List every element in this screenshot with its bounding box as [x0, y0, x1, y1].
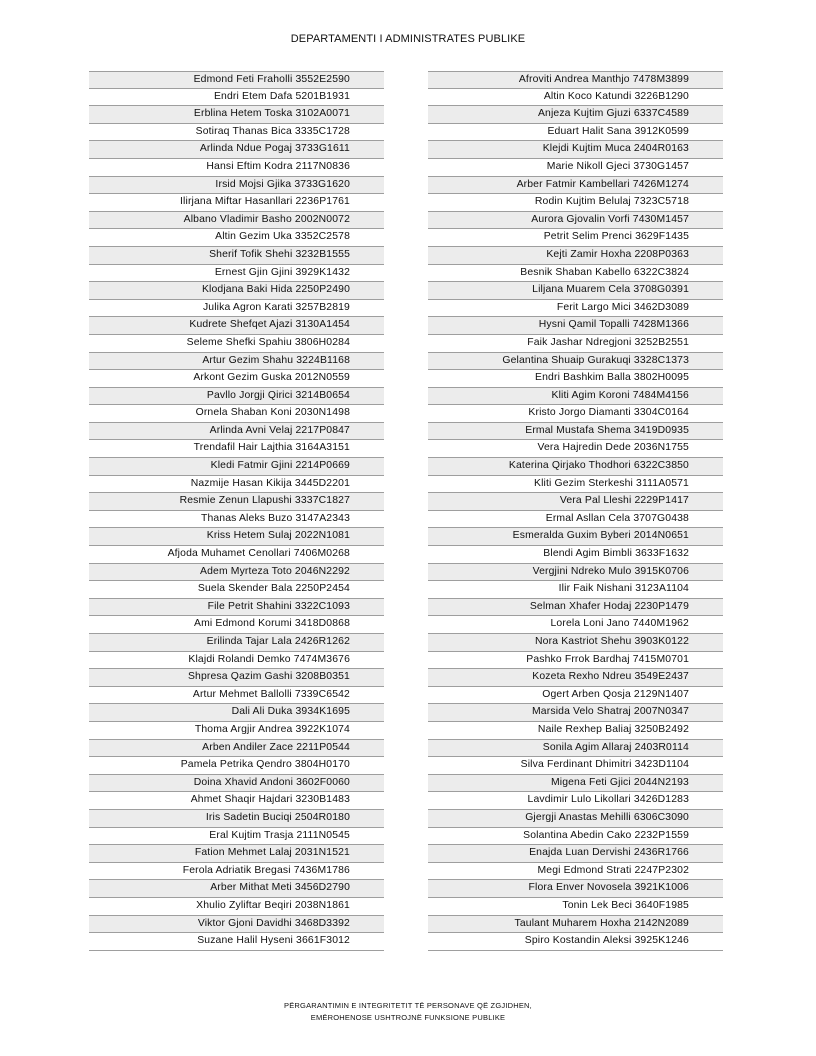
list-item: Kozeta Rexho Ndreu 3549E2437 [428, 669, 723, 687]
list-item: Viktor Gjoni Davidhi 3468D3392 [89, 916, 384, 934]
list-item: Nazmije Hasan Kikija 3445D2201 [89, 476, 384, 494]
list-item: Artur Gezim Shahu 3224B1168 [89, 353, 384, 371]
list-item: Arkont Gezim Guska 2012N0559 [89, 370, 384, 388]
list-item: Pashko Frrok Bardhaj 7415M0701 [428, 652, 723, 670]
list-item: Kliti Gezim Sterkeshi 3111A0571 [428, 476, 723, 494]
list-item: Gelantina Shuaip Gurakuqi 3328C1373 [428, 353, 723, 371]
list-item: Arben Andiler Zace 2211P0544 [89, 740, 384, 758]
list-item: Esmeralda Guxim Byberi 2014N0651 [428, 528, 723, 546]
list-item: Endri Bashkim Balla 3802H0095 [428, 370, 723, 388]
list-item: Vergjini Ndreko Mulo 3915K0706 [428, 564, 723, 582]
list-item: Shpresa Qazim Gashi 3208B0351 [89, 669, 384, 687]
list-item: Ferit Largo Mici 3462D3089 [428, 300, 723, 318]
list-item: Tonin Lek Beci 3640F1985 [428, 898, 723, 916]
list-item: Sotiraq Thanas Bica 3335C1728 [89, 124, 384, 142]
list-item: Adem Myrteza Toto 2046N2292 [89, 564, 384, 582]
list-item: Erblina Hetem Toska 3102A0071 [89, 106, 384, 124]
list-item: Migena Feti Gjici 2044N2193 [428, 775, 723, 793]
list-item: Gjergji Anastas Mehilli 6306C3090 [428, 810, 723, 828]
list-item: Spiro Kostandin Aleksi 3925K1246 [428, 933, 723, 951]
list-item: Irsid Mojsi Gjika 3733G1620 [89, 177, 384, 195]
list-item: Kejti Zamir Hoxha 2208P0363 [428, 247, 723, 265]
list-item: Arlinda Avni Velaj 2217P0847 [89, 423, 384, 441]
list-item: Taulant Muharem Hoxha 2142N2089 [428, 916, 723, 934]
list-item: Afjoda Muhamet Cenollari 7406M0268 [89, 546, 384, 564]
list-item: Hysni Qamil Topalli 7428M1366 [428, 317, 723, 335]
list-item: Megi Edmond Strati 2247P2302 [428, 863, 723, 881]
list-item: Xhulio Zyliftar Beqiri 2038N1861 [89, 898, 384, 916]
list-item: Seleme Shefki Spahiu 3806H0284 [89, 335, 384, 353]
list-item: Kriss Hetem Sulaj 2022N1081 [89, 528, 384, 546]
list-item: Altin Koco Katundi 3226B1290 [428, 89, 723, 107]
list-item: Suzane Halil Hyseni 3661F3012 [89, 933, 384, 951]
list-item: Ferola Adriatik Bregasi 7436M1786 [89, 863, 384, 881]
list-item: Faik Jashar Ndregjoni 3252B2551 [428, 335, 723, 353]
list-item: Blendi Agim Bimbli 3633F1632 [428, 546, 723, 564]
list-item: Lorela Loni Jano 7440M1962 [428, 616, 723, 634]
list-item: Marsida Velo Shatraj 2007N0347 [428, 704, 723, 722]
right-name-list [428, 71, 723, 951]
page-footer [0, 1000, 816, 1024]
list-item: Dali Ali Duka 3934K1695 [89, 704, 384, 722]
list-item: Kudrete Shefqet Ajazi 3130A1454 [89, 317, 384, 335]
list-item: Fation Mehmet Lalaj 2031N1521 [89, 845, 384, 863]
list-item: Julika Agron Karati 3257B2819 [89, 300, 384, 318]
list-item: Kristo Jorgo Diamanti 3304C0164 [428, 405, 723, 423]
footer-line-1: PËRGARANTIMIN E INTEGRITETIT TË PERSONAVE QË ZGJIDHEN, [284, 1001, 532, 1010]
list-item: Solantina Abedin Cako 2232P1559 [428, 828, 723, 846]
list-item: Klejdi Kujtim Muca 2404R0163 [428, 141, 723, 159]
list-item: Liljana Muarem Cela 3708G0391 [428, 282, 723, 300]
list-item: Ernest Gjin Gjini 3929K1432 [89, 265, 384, 283]
list-item: Edmond Feti Fraholli 3552E2590 [89, 71, 384, 89]
list-item: Eral Kujtim Trasja 2111N0545 [89, 828, 384, 846]
list-item: Altin Gezim Uka 3352C2578 [89, 229, 384, 247]
list-item: Sonila Agim Allaraj 2403R0114 [428, 740, 723, 758]
list-item: Silva Ferdinant Dhimitri 3423D1104 [428, 757, 723, 775]
list-item: Ahmet Shaqir Hajdari 3230B1483 [89, 792, 384, 810]
list-item: Ami Edmond Korumi 3418D0868 [89, 616, 384, 634]
list-item: Selman Xhafer Hodaj 2230P1479 [428, 599, 723, 617]
list-item: Ornela Shaban Koni 2030N1498 [89, 405, 384, 423]
footer-line-2: EMËROHENOSE USHTROJNË FUNKSIONE PUBLIKE [310, 1013, 506, 1022]
list-item: Suela Skender Bala 2250P2454 [89, 581, 384, 599]
list-item: Klajdi Rolandi Demko 7474M3676 [89, 652, 384, 670]
list-item: Naile Rexhep Baliaj 3250B2492 [428, 722, 723, 740]
list-item: Erilinda Tajar Lala 2426R1262 [89, 634, 384, 652]
list-item: Eduart Halit Sana 3912K0599 [428, 124, 723, 142]
list-item: Endri Etem Dafa 5201B1931 [89, 89, 384, 107]
list-item: Pavllo Jorgji Qirici 3214B0654 [89, 388, 384, 406]
list-item: Arber Mithat Meti 3456D2790 [89, 880, 384, 898]
list-item: Ilirjana Miftar Hasanllari 2236P1761 [89, 194, 384, 212]
list-item: Nora Kastriot Shehu 3903K0122 [428, 634, 723, 652]
list-item: Sherif Tofik Shehi 3232B1555 [89, 247, 384, 265]
list-item: Ermal Asllan Cela 3707G0438 [428, 511, 723, 529]
list-item: Flora Enver Novosela 3921K1006 [428, 880, 723, 898]
list-item: Marie Nikoll Gjeci 3730G1457 [428, 159, 723, 177]
list-item: Artur Mehmet Ballolli 7339C6542 [89, 687, 384, 705]
list-item: Rodin Kujtim Belulaj 7323C5718 [428, 194, 723, 212]
left-name-list [89, 71, 384, 951]
list-item: Arlinda Ndue Pogaj 3733G1611 [89, 141, 384, 159]
list-item: Ermal Mustafa Shema 3419D0935 [428, 423, 723, 441]
list-item: Besnik Shaban Kabello 6322C3824 [428, 265, 723, 283]
list-item: File Petrit Shahini 3322C1093 [89, 599, 384, 617]
list-item: Thoma Argjir Andrea 3922K1074 [89, 722, 384, 740]
list-item: Thanas Aleks Buzo 3147A2343 [89, 511, 384, 529]
list-item: Hansi Eftim Kodra 2117N0836 [89, 159, 384, 177]
list-item: Ilir Faik Nishani 3123A1104 [428, 581, 723, 599]
page-title: DEPARTAMENTI I ADMINISTRATES PUBLIKE [290, 33, 526, 45]
list-item: Klodjana Baki Hida 2250P2490 [89, 282, 384, 300]
list-item: Resmie Zenun Llapushi 3337C1827 [89, 493, 384, 511]
list-item: Aurora Gjovalin Vorfi 7430M1457 [428, 212, 723, 230]
list-item: Kledi Fatmir Gjini 2214P0669 [89, 458, 384, 476]
list-item: Albano Vladimir Basho 2002N0072 [89, 212, 384, 230]
list-item: Pamela Petrika Qendro 3804H0170 [89, 757, 384, 775]
list-item: Doina Xhavid Andoni 3602F0060 [89, 775, 384, 793]
list-item: Vera Pal Lleshi 2229P1417 [428, 493, 723, 511]
list-item: Arber Fatmir Kambellari 7426M1274 [428, 177, 723, 195]
list-item: Lavdimir Lulo Likollari 3426D1283 [428, 792, 723, 810]
list-item: Vera Hajredin Dede 2036N1755 [428, 440, 723, 458]
list-item: Anjeza Kujtim Gjuzi 6337C4589 [428, 106, 723, 124]
list-item: Enajda Luan Dervishi 2436R1766 [428, 845, 723, 863]
list-item: Katerina Qirjako Thodhori 6322C3850 [428, 458, 723, 476]
list-item: Trendafil Hair Lajthia 3164A3151 [89, 440, 384, 458]
list-item: Afroviti Andrea Manthjo 7478M3899 [428, 71, 723, 89]
list-item: Kliti Agim Koroni 7484M4156 [428, 388, 723, 406]
list-item: Iris Sadetin Buciqi 2504R0180 [89, 810, 384, 828]
list-item: Ogert Arben Qosja 2129N1407 [428, 687, 723, 705]
list-item: Petrit Selim Prenci 3629F1435 [428, 229, 723, 247]
